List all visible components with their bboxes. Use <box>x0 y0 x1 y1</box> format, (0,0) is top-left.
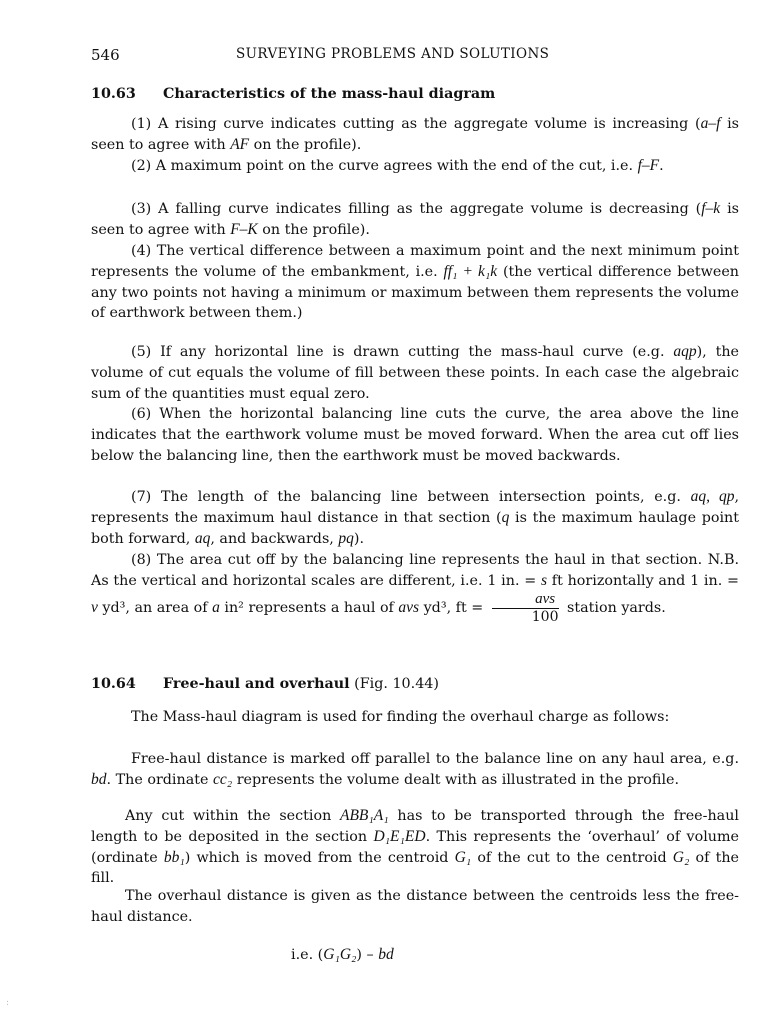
scan-artifact: : <box>6 998 10 1008</box>
page-number: 546 <box>91 46 120 64</box>
paragraph-3: (3) A falling curve indicates filling as the aggregate volume is decreasing (f–k is seen to agree with F–K on the profile). <box>91 200 739 238</box>
section-number: 10.63 <box>91 86 136 102</box>
figure-reference: (Fig. 10.44) <box>349 676 439 692</box>
running-header <box>91 46 739 66</box>
fraction: $\frac{\text{avs}}{100}$ <box>492 592 559 624</box>
running-title: SURVEYING PROBLEMS AND SOLUTIONS <box>236 46 550 62</box>
paragraph-12: The overhaul distance is given as the distance between the centroids less the free-haul distance. <box>91 888 739 925</box>
paragraph-5: (5) If any horizontal line is drawn cutting the mass-haul curve (e.g. aqp), the volume of cut equals the volume of fill between these points. In each case the algebraic sum of the quantities must equal zero. <box>91 343 739 402</box>
section-number: 10.64 <box>91 676 136 692</box>
paragraph-7: (7) The length of the balancing line between intersection points, e.g. aq, qp, represents the maximum haul distance in that section (q is the maximum haulage point both forward, aq, and backwards, pq). <box>91 488 739 547</box>
paragraph-4: (4) The vertical difference between a maximum point and the next minimum point represents the volume of the embankment, i.e. ff₁ + k₁k (the vertical difference between any two points not having a minimum or maximum between them represents the volume of earthwork between them.) <box>91 243 739 322</box>
paragraph-6: (6) When the horizontal balancing line cuts the curve, the area above the line indicates that the earthwork volume must be moved forward. When the area cut off lies below the balancing line, then the earthwork must be moved backwards. <box>91 406 739 464</box>
paragraph-10: Free-haul distance is marked off parallel to the balance line on any haul area, e.g. bd. The ordinate cc₂ represents the volume dealt with as illustrated in the profile. <box>91 751 739 788</box>
paragraph-8: (8) The area cut off by the balancing line represents the haul in that section. N.B. As the vertical and horizontal scales are different, i.e. 1 in. = s ft horizontally and 1 in. = v yd³, an area of a in² represents a haul of avs yd³, ft = $\frac{\text{avs}}{100}$ station yards. <box>91 552 739 625</box>
paragraph-2: (2) A maximum point on the curve agrees with the end of the cut, i.e. f–F. <box>131 157 664 174</box>
section-title: Characteristics of the mass-haul diagram <box>163 86 496 102</box>
section-heading-10-63 <box>91 86 739 102</box>
paragraph-9: The Mass-haul diagram is used for finding the overhaul charge as follows: <box>131 709 670 725</box>
section-title: Free-haul and overhaul <box>163 676 350 692</box>
section-heading-10-64 <box>91 676 739 692</box>
overhaul-equation: i.e. (G₁G₂) – bd <box>291 946 394 963</box>
paragraph-11: Any cut within the section ABB₁A₁ has to be transported through the free-haul length to be deposited in the section D₁E₁ED. This represents the ‘overhaul’ of volume (ordinate bb₁) which is moved from the centroid G₁ of the cut to the centroid G₂ of the fill. <box>91 807 739 887</box>
paragraph-1: (1) A rising curve indicates cutting as the aggregate volume is increasing (a–f is seen to agree with AF on the profile). <box>91 115 739 153</box>
